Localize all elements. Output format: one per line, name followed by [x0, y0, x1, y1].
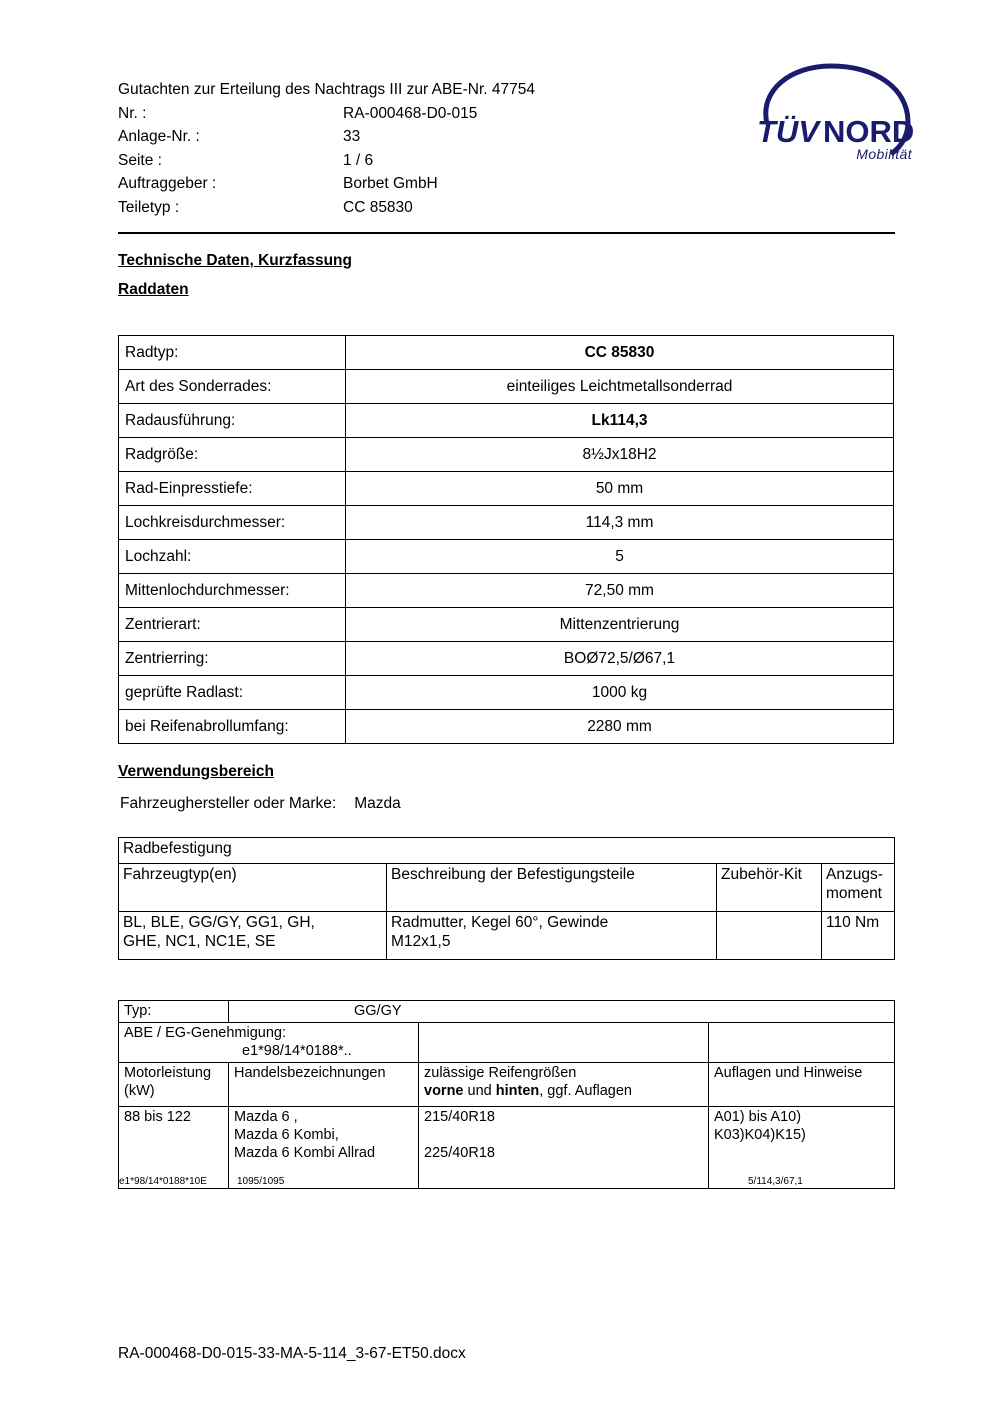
wheel-data-key: Zentrierart: [119, 608, 346, 642]
wheel-data-key: bei Reifenabrollumfang: [119, 710, 346, 744]
wheel-data-key: Art des Sonderrades: [119, 370, 346, 404]
technical-data-heading: Technische Daten, Kurzfassung [118, 252, 352, 269]
header-row-teiletyp [118, 196, 818, 220]
wheel-data-value: 1000 kg [346, 676, 894, 710]
table-row [119, 506, 894, 540]
fastening-header-torque-line2: moment [826, 885, 882, 902]
wheel-data-value: BOØ72,5/Ø67,1 [346, 642, 894, 676]
type-abe-spacer-1 [419, 1023, 709, 1063]
type-typ-value-cell [229, 1001, 895, 1023]
type-cell-power: 88 bis 122 [119, 1107, 229, 1189]
svg-text:NORD: NORD [823, 114, 915, 149]
type-header-tyres-end: , ggf. Auflagen [539, 1083, 632, 1099]
header-value-seite: 1 / 6 [343, 151, 374, 169]
table-row [119, 472, 894, 506]
wheel-data-key: Rad-Einpresstiefe: [119, 472, 346, 506]
table-row [119, 710, 894, 744]
type-header-tyres-line1: zulässige Reifengrößen [424, 1065, 577, 1081]
type-cell-tyres [419, 1107, 709, 1189]
wheel-data-key: Zentrierring: [119, 642, 346, 676]
fastening-vehicle-line2: GHE, NC1, NC1E, SE [123, 933, 276, 950]
header-value-teiletyp: CC 85830 [343, 198, 413, 216]
svg-text:TÜV: TÜV [757, 114, 819, 149]
document-header [118, 78, 818, 219]
wheel-data-value: Lk114,3 [346, 404, 894, 438]
wheel-data-key: geprüfte Radlast: [119, 676, 346, 710]
wheel-data-key: Radausführung: [119, 404, 346, 438]
usage-heading: Verwendungsbereich [118, 763, 274, 780]
fastening-desc-line1: Radmutter, Kegel 60°, Gewinde [391, 914, 609, 931]
manufacturer-line [120, 795, 401, 813]
fastening-header-description: Beschreibung der Befestigungsteile [387, 864, 717, 912]
type-header-tyres [419, 1063, 709, 1107]
type-abe-spacer-2 [709, 1023, 895, 1063]
header-label-seite: Seite : [118, 151, 162, 169]
type-header-tyres-front: vorne [424, 1083, 464, 1099]
table-row [119, 574, 894, 608]
wheel-data-value: 72,50 mm [346, 574, 894, 608]
header-row-nr [118, 102, 818, 126]
wheel-data-table [118, 335, 894, 744]
type-tyre-line2: 225/40R18 [424, 1145, 495, 1161]
type-conditions-line2: K03)K04)K15) [714, 1127, 806, 1143]
footnote-right: 5/114,3/67,1 [748, 1176, 803, 1187]
wheel-data-key: Lochzahl: [119, 540, 346, 574]
fastening-cell-kit [717, 912, 822, 960]
header-value-nr: RA-000468-D0-015 [343, 104, 478, 122]
wheel-data-key: Radtyp: [119, 336, 346, 370]
footnote-middle: 1095/1095 [237, 1176, 285, 1187]
wheel-data-value: 50 mm [346, 472, 894, 506]
wheel-data-value: 8½Jx18H2 [346, 438, 894, 472]
table-row [119, 642, 894, 676]
fastening-cell-torque: 110 Nm [822, 912, 895, 960]
type-abe-row [119, 1023, 895, 1063]
table-row [119, 438, 894, 472]
fastening-header-kit: Zubehör-Kit [717, 864, 822, 912]
wheel-data-key: Lochkreisdurchmesser: [119, 506, 346, 540]
manufacturer-value: Mazda [354, 795, 401, 812]
type-typ-value: GG/GY [354, 1003, 402, 1019]
footnote-left: e1*98/14*0188*10E [119, 1176, 207, 1187]
table-row [119, 404, 894, 438]
logo-subtitle: Mobilität [856, 146, 912, 162]
fastening-header-torque [822, 864, 895, 912]
header-divider [118, 232, 895, 234]
table-row [119, 540, 894, 574]
wheel-data-value: Mittenzentrierung [346, 608, 894, 642]
type-header-power-line2: (kW) [124, 1083, 155, 1099]
type-abe-label: ABE / EG-Genehmigung: [124, 1025, 286, 1041]
wheel-data-key: Radgröße: [119, 438, 346, 472]
type-header-trade-names: Handelsbezeichnungen [229, 1063, 419, 1107]
header-value-auftraggeber: Borbet GmbH [343, 175, 438, 192]
type-header-tyres-mid: und [463, 1083, 496, 1099]
wheel-data-value: CC 85830 [346, 336, 894, 370]
header-label-auftraggeber: Auftraggeber : [118, 175, 217, 192]
header-label-teiletyp: Teiletyp : [118, 198, 180, 216]
table-row [119, 336, 894, 370]
manufacturer-label: Fahrzeughersteller oder Marke [120, 795, 332, 812]
type-header-power [119, 1063, 229, 1107]
type-tyre-line1: 215/40R18 [424, 1109, 495, 1125]
header-label-nr: Nr. : [118, 104, 147, 122]
manufacturer-separator: : [331, 795, 337, 812]
type-conditions-line1: A01) bis A10) [714, 1109, 802, 1125]
type-trade-line3: Mazda 6 Kombi Allrad [234, 1145, 376, 1161]
fastening-header-vehicle-types: Fahrzeugtyp(en) [119, 864, 387, 912]
fastening-desc-line2: M12x1,5 [391, 933, 451, 950]
type-typ-row [119, 1001, 895, 1023]
table-row [119, 370, 894, 404]
header-value-anlage: 33 [343, 128, 361, 145]
type-abe-label-cell [119, 1023, 419, 1063]
header-row-seite [118, 149, 818, 173]
wheel-data-value: 2280 mm [346, 710, 894, 744]
footer-filename: RA-000468-D0-015-33-MA-5-114_3-67-ET50.docx [118, 1345, 466, 1362]
fastening-table [118, 837, 895, 960]
table-row [119, 912, 895, 960]
fastening-title: Radbefestigung [119, 838, 895, 864]
header-row-anlage [118, 125, 818, 149]
table-row [119, 676, 894, 710]
fastening-cell-description [387, 912, 717, 960]
type-header-row [119, 1063, 895, 1107]
type-trade-line1: Mazda 6 , [234, 1109, 298, 1125]
type-header-power-line1: Motorleistung [124, 1065, 212, 1081]
wheel-data-value: einteiliges Leichtmetallsonderrad [346, 370, 894, 404]
type-table [118, 1000, 895, 1189]
type-abe-value: e1*98/14*0188*.. [242, 1043, 352, 1059]
tuv-nord-logo [745, 62, 920, 172]
wheel-data-key: Mittenlochdurchmesser: [119, 574, 346, 608]
type-typ-label: Typ: [119, 1001, 229, 1023]
fastening-vehicle-line1: BL, BLE, GG/GY, GG1, GH, [123, 914, 315, 931]
fastening-cell-vehicle-types [119, 912, 387, 960]
type-header-conditions: Auflagen und Hinweise [709, 1063, 895, 1107]
fastening-title-row [119, 838, 895, 864]
header-label-anlage: Anlage-Nr. : [118, 128, 200, 145]
wheel-data-value: 114,3 mm [346, 506, 894, 540]
fastening-header-row [119, 864, 895, 912]
wheel-data-value: 5 [346, 540, 894, 574]
fastening-header-torque-line1: Anzugs- [826, 866, 883, 883]
wheel-data-heading: Raddaten [118, 281, 189, 298]
type-header-tyres-rear: hinten [495, 1083, 540, 1099]
header-title: Gutachten zur Erteilung des Nachtrags III zur ABE-Nr. 47754 [118, 81, 535, 98]
table-row [119, 608, 894, 642]
header-row-auftraggeber [118, 172, 818, 196]
type-trade-line2: Mazda 6 Kombi, [234, 1127, 339, 1143]
